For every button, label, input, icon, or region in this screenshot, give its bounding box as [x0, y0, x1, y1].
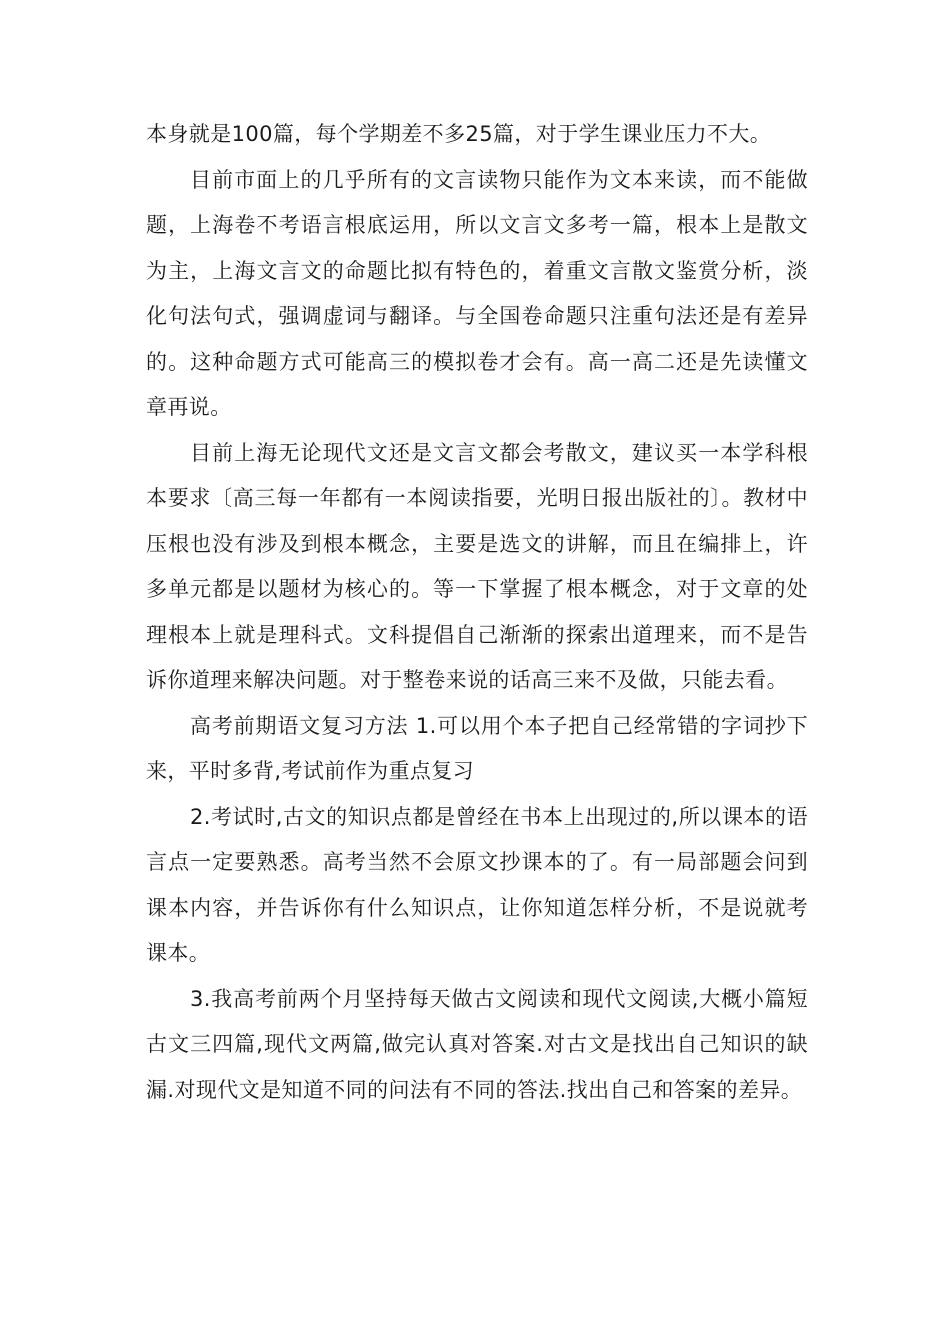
paragraph-2: 目前市面上的几乎所有的文言读物只能作为文本来读，而不能做题，上海卷不考语言根底运用，所以文言文多考一篇，根本上是散文为主，上海文言文的命题比拟有特色的，着重文言散文鉴赏分析，淡化句法句式，强调虚词与翻译。与全国卷命题只注重句法还是有差异的。这种命题方式可能高三的模拟卷才会有。高一高二还是先读懂文章再说。 [146, 167, 808, 419]
paragraph-5: 2.考试时,古文的知识点都是曾经在书本上出现过的,所以课本的语言点一定要熟悉。高考当然不会原文抄课本的了。有一局部题会问到课本内容，并告诉你有什么知识点，让你知道怎样分析，不是说就考课本。 [146, 804, 808, 965]
paragraph-3: 目前上海无论现代文还是文言文都会考散文，建议买一本学科根本要求〔高三每一年都有一本阅读指要，光明日报出版社的〕。教材中压根也没有涉及到根本概念，主要是选文的讲解，而且在编排上，许多单元都是以题材为核心的。等一下掌握了根本概念，对于文章的处理根本上就是理科式。文科提倡自己渐渐的探索出道理来，而不是告诉你道理来解决问题。对于整卷来说的话高三来不及做，只能去看。 [146, 440, 808, 692]
paragraph-1: 本身就是100篇，每个学期差不多25篇，对于学生课业压力不大。 [146, 122, 772, 146]
paragraph-6: 3.我高考前两个月坚持每天做古文阅读和现代文阅读,大概小篇短古文三四篇,现代文两篇,做完认真对答案.对古文是找出自己知识的缺漏.对现代文是知道不同的问法有不同的答法.找出自己和答案的差异。 [146, 986, 808, 1102]
document-body [146, 112, 808, 1113]
paragraph-4: 高考前期语文复习方法 1.可以用个本子把自己经常错的字词抄下来，平时多背,考试前作为重点复习 [146, 713, 808, 783]
